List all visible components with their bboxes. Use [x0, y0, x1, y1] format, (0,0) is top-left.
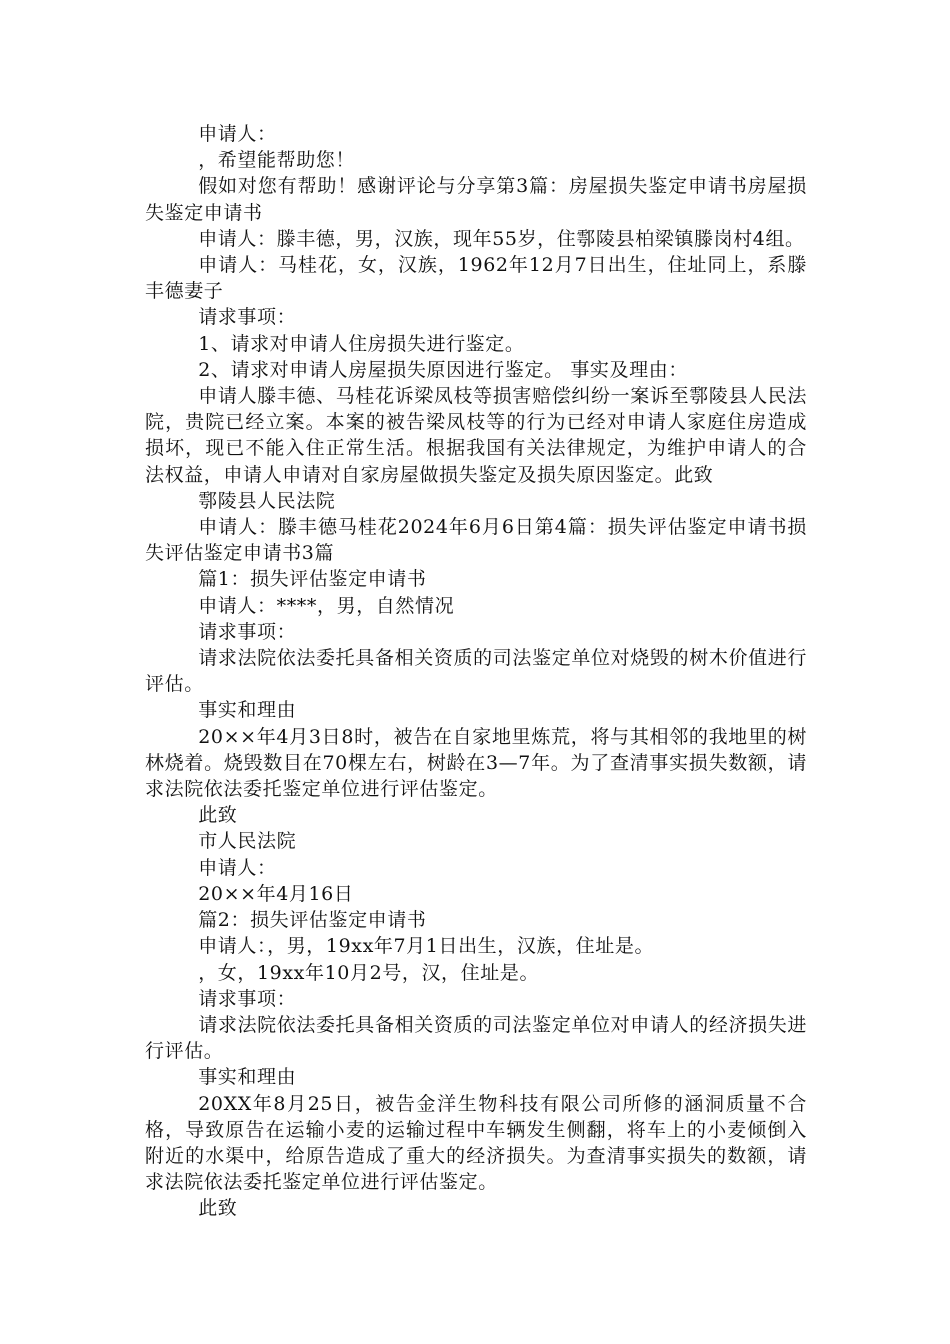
paragraph: 申请人：****，男，自然情况 — [198, 594, 455, 617]
document-body — [145, 121, 807, 1222]
paragraph: 申请人滕丰德、马桂花诉梁凤枝等损害赔偿纠纷一案诉至鄠陵县人民法院，贵院已经立案。本案的被告梁凤枝等的行为已经对申请人家庭住房造成损坏，现已不能入住正常生活。根据我国有关法律规定，为维护申请人的合法权益，申请人申请对自家房屋做损失鉴定及损失原因鉴定。此致 — [145, 385, 807, 486]
paragraph: 请求法院依法委托具备相关资质的司法鉴定单位对烧毁的树木价值进行评估。 — [145, 647, 807, 696]
paragraph: 请求事项： — [198, 620, 297, 643]
paragraph: 申请人：，男，19xx年7月1日出生，汉族，住址是。 — [198, 935, 655, 958]
paragraph: 请求事项： — [198, 987, 297, 1010]
paragraph: 鄠陵县人民法院 — [198, 489, 336, 512]
paragraph: 此致 — [198, 1197, 238, 1220]
paragraph: 申请人： — [198, 123, 277, 145]
paragraph: 申请人： — [198, 856, 277, 879]
paragraph: 20××年4月3日8时，被告在自家地里炼荒，将与其相邻的我地里的树林烧着。烧毁数目在70棵左右，树龄在3—7年。为了查清事实损失数额，请求法院依法委托鉴定单位进行评估鉴定。 — [145, 725, 807, 801]
paragraph: 请求法院依法委托具备相关资质的司法鉴定单位对申请人的经济损失进行评估。 — [145, 1013, 807, 1063]
paragraph: 事实和理由 — [198, 699, 297, 722]
paragraph: 1、请求对申请人住房损失进行鉴定。 — [198, 332, 525, 355]
paragraph: 假如对您有帮助！感谢评论与分享第3篇：房屋损失鉴定申请书房屋损失鉴定申请书 — [145, 175, 807, 224]
paragraph: 事实和理由 — [198, 1066, 297, 1089]
paragraph: 此致 — [198, 804, 238, 827]
paragraph: 篇1：损失评估鉴定申请书 — [198, 568, 427, 591]
paragraph: 市人民法院 — [198, 830, 297, 853]
paragraph: 申请人：滕丰德，男，汉族，现年55岁，住鄠陵县柏梁镇滕岗村4组。 — [198, 227, 805, 250]
paragraph: 请求事项： — [198, 306, 297, 329]
paragraph: 20XX年8月25日，被告金洋生物科技有限公司所修的涵洞质量不合格，导致原告在运输小麦的运输过程中车辆发生侧翻，将车上的小麦倾倒入附近的水渠中，给原告造成了重大的经济损失。为查清事实损失的数额，请求法院依法委托鉴定单位进行评估鉴定。 — [145, 1092, 807, 1194]
paragraph: 申请人：马桂花，女，汉族，1962年12月7日出生，住址同上，系滕丰德妻子 — [145, 254, 807, 303]
paragraph: ，女，19xx年10月2号，汉，住址是。 — [198, 961, 540, 984]
paragraph: 2、请求对申请人房屋损失原因进行鉴定。 事实及理由： — [198, 358, 688, 381]
paragraph: ，希望能帮助您！ — [198, 149, 355, 172]
paragraph: 篇2：损失评估鉴定申请书 — [198, 909, 427, 932]
paragraph: 20××年4月16日 — [198, 882, 354, 905]
paragraph: 申请人：滕丰德马桂花2024年6月6日第4篇：损失评估鉴定申请书损失评估鉴定申请书3篇 — [145, 516, 807, 565]
